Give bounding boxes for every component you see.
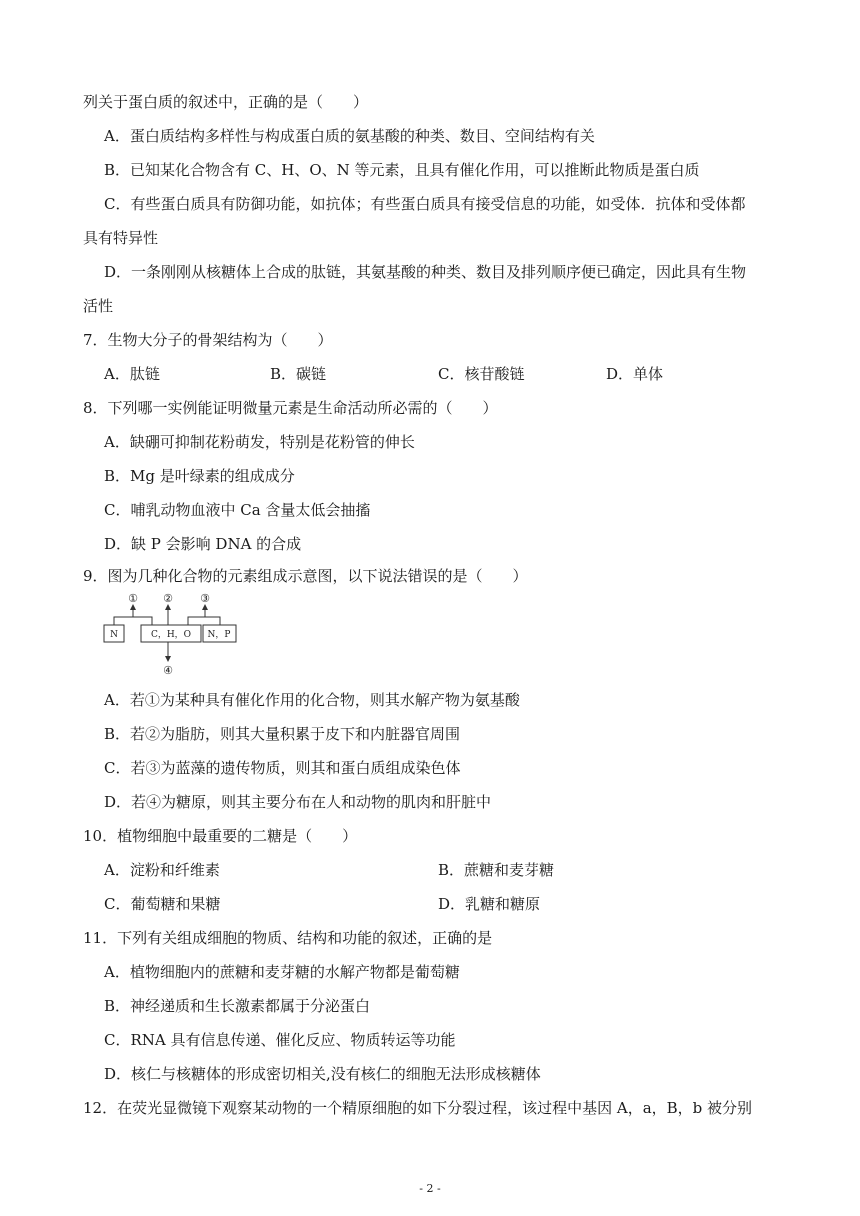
q11-stem: 11．下列有关组成细胞的物质、结构和功能的叙述，正确的是 — [83, 929, 493, 947]
q11-option-b: B．神经递质和生长激素都属于分泌蛋白 — [104, 997, 371, 1015]
q7-option-b: B．碳链 — [270, 365, 327, 383]
q7-stem: 7．生物大分子的骨架结构为（ ） — [83, 331, 333, 349]
q8-option-b: B．Mg 是叶绿素的组成成分 — [104, 467, 295, 485]
q11-option-d: D．核仁与核糖体的形成密切相关,没有核仁的细胞无法形成核糖体 — [104, 1065, 541, 1083]
q11-option-a: A．植物细胞内的蔗糖和麦芽糖的水解产物都是葡萄糖 — [104, 963, 460, 981]
q9-option-d: D．若④为糖原，则其主要分布在人和动物的肌肉和肝脏中 — [104, 793, 492, 811]
q9-option-a: A．若①为某种具有催化作用的化合物，则其水解产物为氨基酸 — [104, 691, 520, 709]
q10-option-c: C．葡萄糖和果糖 — [104, 895, 221, 913]
page-number: - 2 - — [419, 1182, 441, 1195]
q7-option-d: D．单体 — [606, 365, 664, 383]
q11-option-c: C．RNA 具有信息传递、催化反应、物质转运等功能 — [104, 1031, 456, 1049]
q6-option-c-line1: C．有些蛋白质具有防御功能，如抗体；有些蛋白质具有接受信息的功能，如受体．抗体和受体都 — [104, 195, 746, 213]
box-n-label: N — [110, 630, 118, 640]
q8-stem: 8．下列哪一实例能证明微量元素是生命活动所必需的（ ） — [83, 399, 498, 417]
marker-1: ① — [128, 592, 138, 605]
q12-stem: 12．在荧光显微镜下观察某动物的一个精原细胞的如下分裂过程，该过程中基因 A，a，B，b 被分别 — [83, 1099, 753, 1117]
box-cho-label: C，H，O — [150, 630, 192, 640]
q6-option-d-line2: 活性 — [83, 297, 114, 315]
box-np-label: N，P — [207, 630, 231, 640]
q6-stem: 列关于蛋白质的叙述中，正确的是（ ） — [83, 93, 369, 111]
element-composition-diagram — [100, 592, 240, 678]
q10-option-b: B．蔗糖和麦芽糖 — [438, 861, 555, 879]
q7-option-a: A．肽链 — [104, 365, 160, 383]
q8-option-c: C．哺乳动物血液中 Ca 含量太低会抽搐 — [104, 501, 371, 519]
q8-option-a: A．缺硼可抑制花粉萌发，特别是花粉管的伸长 — [104, 433, 415, 451]
q9-option-c: C．若③为蓝藻的遗传物质，则其和蛋白质组成染色体 — [104, 759, 461, 777]
q9-stem: 9．图为几种化合物的元素组成示意图，以下说法错误的是（ ） — [83, 567, 528, 585]
q6-option-d-line1: D．一条刚刚从核糖体上合成的肽链，其氨基酸的种类、数目及排列顺序便已确定，因此具有生物 — [104, 263, 747, 281]
q6-option-a: A．蛋白质结构多样性与构成蛋白质的氨基酸的种类、数目、空间结构有关 — [104, 127, 595, 145]
marker-3: ③ — [200, 592, 210, 605]
q6-option-c-line2: 具有特异性 — [83, 229, 159, 247]
q7-option-c: C．核苷酸链 — [438, 365, 525, 383]
q9-option-b: B．若②为脂肪，则其大量积累于皮下和内脏器官周围 — [104, 725, 461, 743]
q10-option-d: D．乳糖和糖原 — [438, 895, 541, 913]
q10-option-a: A．淀粉和纤维素 — [104, 861, 220, 879]
marker-4: ④ — [163, 664, 173, 677]
marker-2: ② — [163, 592, 173, 605]
q8-option-d: D．缺 P 会影响 DNA 的合成 — [104, 535, 302, 553]
q10-stem: 10．植物细胞中最重要的二糖是（ ） — [83, 827, 358, 845]
q6-option-b: B．已知某化合物含有 C、H、O、N 等元素，且具有催化作用，可以推断此物质是蛋白质 — [104, 161, 700, 179]
